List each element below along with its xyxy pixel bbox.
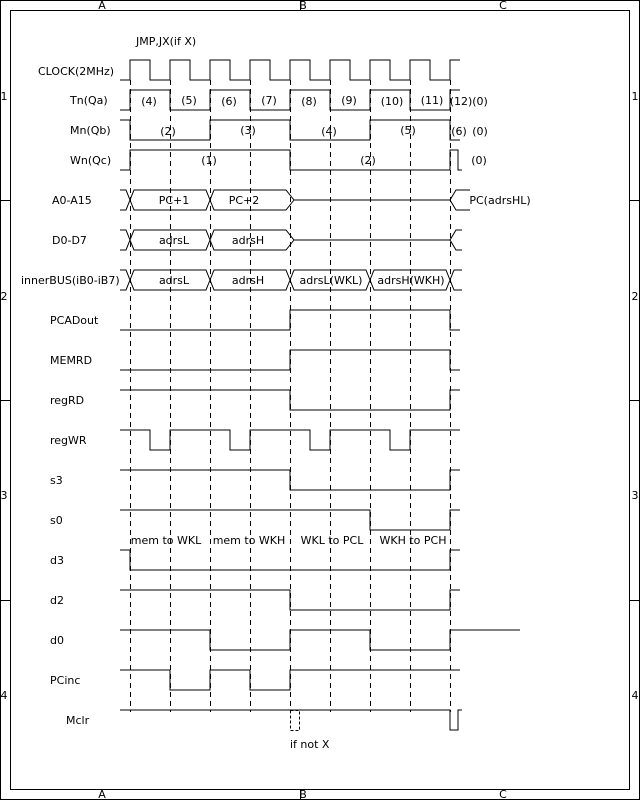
label-mclr: Mclr	[66, 714, 90, 727]
wn-value: (2)	[360, 154, 376, 167]
wn-values	[201, 154, 487, 167]
mn-value: (6)	[451, 125, 467, 138]
transfer-label: WKL to PCL	[300, 534, 364, 547]
tn-value: (5)	[181, 94, 197, 107]
d0-waveform	[120, 630, 520, 650]
label-d0: d0	[50, 634, 64, 647]
transfer-label: mem to WKL	[130, 534, 202, 547]
zone-label-right-3: 3	[631, 489, 639, 502]
ibus-value: adrsH	[231, 274, 265, 287]
zone-label-top-a: A	[98, 0, 106, 12]
label-data: D0-D7	[52, 234, 87, 247]
mn-value: (5)	[400, 124, 416, 137]
clock-waveform	[120, 60, 460, 80]
label-tn: Tn(Qa)	[70, 94, 108, 107]
zone-label-top-c: C	[499, 0, 507, 12]
mn-value: (3)	[240, 124, 256, 137]
zone-label-right-2: 2	[631, 290, 639, 303]
zone-label-left-4: 4	[0, 689, 8, 702]
zone-label-top-b: B	[299, 0, 307, 12]
wn-value: (1)	[201, 154, 217, 167]
label-wn: Wn(Qc)	[70, 154, 112, 167]
transfer-labels	[131, 534, 447, 547]
mn-value: (2)	[160, 125, 176, 138]
ibus-value: adrsL(WKL)	[299, 274, 363, 287]
zone-label-bottom-c: C	[499, 788, 507, 800]
data-value: adrsL	[158, 234, 190, 247]
tn-value: (8)	[301, 95, 317, 108]
data-value: adrsH	[231, 234, 265, 247]
zone-label-right-4: 4	[631, 689, 639, 702]
label-pcadout: PCADout	[50, 314, 99, 327]
addr-value: PC+2	[228, 194, 260, 207]
tn-value: (12)	[449, 95, 473, 108]
tn-value: (4)	[141, 95, 157, 108]
ibus-value: adrsL	[158, 274, 190, 287]
zone-label-right-1: 1	[631, 90, 639, 103]
label-s0: s0	[50, 514, 63, 527]
tn-value: (7)	[261, 94, 277, 107]
zone-label-bottom-a: A	[98, 788, 106, 800]
wn-value: (0)	[471, 154, 487, 167]
diagram-title: JMP,JX(if X)	[136, 35, 197, 48]
label-d2: d2	[50, 594, 64, 607]
addr-value: PC+1	[158, 194, 190, 207]
label-regrd: regRD	[50, 394, 85, 407]
label-clock: CLOCK(2MHz)	[38, 65, 115, 78]
transfer-label: mem to WKH	[212, 534, 286, 547]
mn-values	[160, 124, 488, 138]
label-pcinc: PCinc	[50, 674, 81, 687]
zone-label-left-1: 1	[0, 90, 8, 103]
zone-label-left-3: 3	[0, 489, 8, 502]
mclr-conditional-pulse	[291, 711, 300, 731]
label-mn: Mn(Qb)	[70, 124, 111, 137]
tn-value: (9)	[341, 94, 357, 107]
zone-label-left-2: 2	[0, 290, 8, 303]
mclr-note: if not X	[290, 738, 330, 751]
transfer-label: WKH to PCH	[379, 534, 447, 547]
label-d3: d3	[50, 554, 64, 567]
addr-value: PC(adrsHL)	[469, 194, 531, 207]
tn-value: (6)	[221, 95, 237, 108]
addr-bus	[120, 190, 531, 210]
ibus-value: adrsH(WKH)	[377, 274, 445, 287]
label-ibus: innerBUS(iB0-iB7)	[21, 274, 120, 287]
tn-value: (10)	[380, 95, 404, 108]
tn-values	[141, 94, 488, 108]
zone-label-bottom-b: B	[299, 788, 307, 800]
label-s3: s3	[50, 474, 63, 487]
outer-frame	[1, 1, 640, 800]
mn-value: (4)	[321, 125, 337, 138]
label-memrd: MEMRD	[50, 354, 93, 367]
mn-value: (0)	[472, 125, 488, 138]
label-regwr: regWR	[50, 434, 87, 447]
signal-labels	[21, 65, 120, 727]
tn-value: (11)	[420, 94, 444, 107]
label-addr: A0-A15	[52, 194, 92, 207]
tn-value: (0)	[472, 95, 488, 108]
